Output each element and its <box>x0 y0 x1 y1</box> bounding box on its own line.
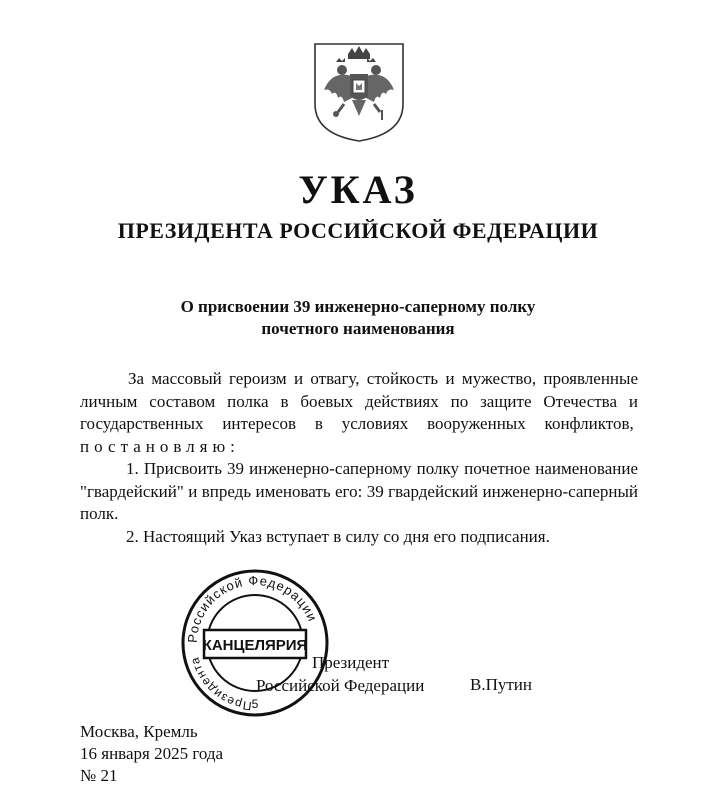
coat-of-arms-emblem <box>312 40 406 144</box>
stamp-ring-text: Российской Федерации <box>184 572 321 644</box>
decree-heading <box>0 296 716 340</box>
coat-of-arms-icon <box>312 40 406 144</box>
preamble-paragraph <box>80 368 638 458</box>
document-title: УКАЗ <box>298 167 418 212</box>
signer-title-line-1: Президент <box>312 653 390 672</box>
decree-word: постановляю: <box>80 436 240 456</box>
signer-title-line-2: Российской Федерации <box>256 675 425 695</box>
signer-title <box>256 652 476 697</box>
footer-date: 16 января 2025 года <box>80 744 224 763</box>
footer-number: № 21 <box>80 766 118 785</box>
footer-place: Москва, Кремль <box>80 722 198 741</box>
document-footer <box>80 721 223 787</box>
stamp-center-text: КАНЦЕЛЯРИЯ <box>202 637 308 654</box>
decree-item-1: 1. Присвоить 39 инженерно-саперному полку почетное наименование "гвардейский" и впредь именовать его: 39 гвардейский инженерно-саперный полк. <box>80 459 638 523</box>
heading-line-1: О присвоении 39 инженерно-саперному полку <box>180 297 536 316</box>
document-subtitle: ПРЕЗИДЕНТА РОССИЙСКОЙ ФЕДЕРАЦИИ <box>117 218 599 243</box>
stamp-number: 5 <box>251 697 259 711</box>
heading-line-2: почетного наименования <box>261 319 455 338</box>
preamble-text: За массовый героизм и отвагу, стойкость и мужество, проявленные личным составом полка в боевых действиях по защите Отечества и государственных интересов в условиях вооруженных конфликтов, <box>80 369 638 433</box>
stamp-ring-text-left: Президента <box>187 654 253 714</box>
decree-item-2: 2. Настоящий Указ вступает в силу со дня его подписания. <box>126 526 550 546</box>
signer-name: В.Путин <box>470 675 532 694</box>
decree-body <box>80 368 638 548</box>
